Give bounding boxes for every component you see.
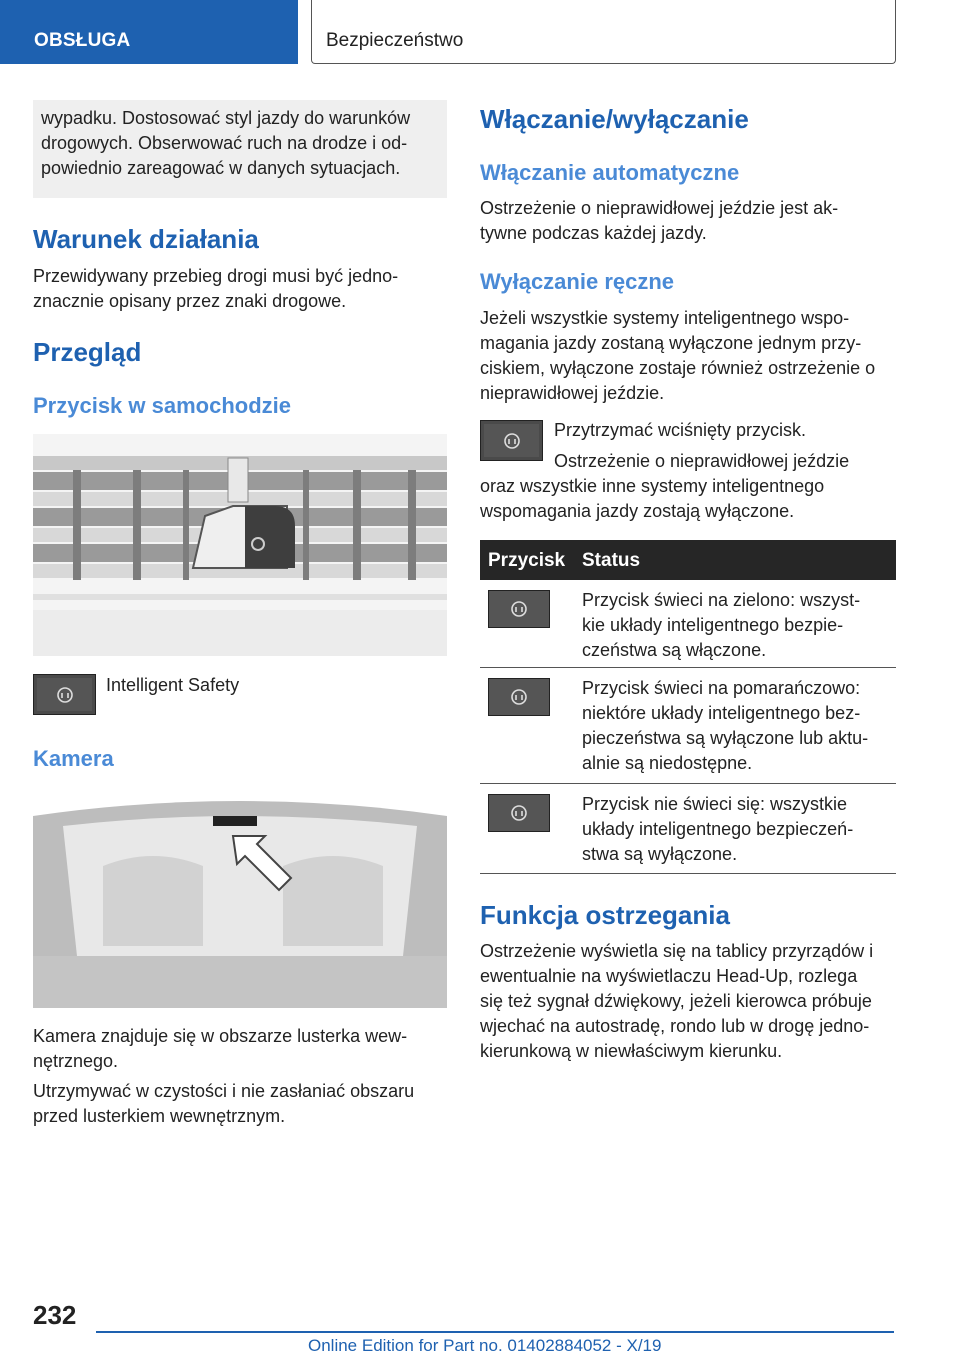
auto-paragraph — [480, 196, 896, 246]
chapter-title: Bezpieczeństwo — [326, 30, 464, 51]
page-number: 232 — [33, 1300, 77, 1330]
warning-function-paragraph — [480, 939, 896, 1064]
button-green-state — [488, 590, 550, 628]
col-button: Przycisk — [488, 550, 566, 571]
text-line: ewentualnie na wyświetlaczu Head-Up, rozlega — [480, 966, 858, 986]
warning-box — [33, 100, 447, 198]
intelligent-safety-button — [480, 420, 543, 461]
text-line: Jeżeli wszystkie systemy inteligentnego wspo- — [480, 308, 850, 328]
text-line: ciskiem, wyłączone zostaje również ostrzeżenie o — [480, 358, 876, 378]
text-line: niektóre układy inteligentnego bez- — [582, 703, 861, 723]
camera-photo — [33, 786, 447, 1008]
table-row — [480, 668, 896, 784]
text-line: się też sygnał dźwiękowy, jeżeli kierowca próbuje — [480, 991, 872, 1011]
heading-camera: Kamera — [33, 746, 114, 771]
text-line: Kamera znajduje się w obszarze lusterka wew- — [33, 1026, 408, 1046]
text-line: przed lusterkiem wewnętrznym. — [33, 1106, 286, 1126]
heading-onoff: Włączanie/wyłączanie — [480, 104, 749, 134]
text-line: tywne podczas każdej jazdy. — [480, 223, 707, 243]
status-text — [582, 792, 896, 867]
result-first-line: Ostrzeżenie o nieprawidłowej jeździe — [554, 451, 850, 471]
text-line: Przycisk świeci na zielono: wszyst- — [582, 590, 861, 610]
grille-photo — [33, 434, 447, 656]
text-line: kie układy inteligentnego bezpie- — [582, 615, 844, 635]
text-line: układy inteligentnego bezpieczeń- — [582, 819, 854, 839]
text-line: Ostrzeżenie o nieprawidłowej jeździe jest ak- — [480, 198, 839, 218]
text-line: wspomagania jazdy zostają wyłączone. — [480, 501, 795, 521]
warning-line: drogowych. Obserwować ruch na drodze i od- — [41, 133, 408, 153]
text-line: Przycisk świeci na pomarańczowo: — [582, 678, 861, 698]
text-line: znacznie opisany przez znaki drogowe. — [33, 291, 347, 311]
chapter-header — [311, 0, 896, 64]
intelligent-safety-button — [33, 674, 96, 715]
text-line: stwa są wyłączone. — [582, 844, 738, 864]
button-orange-state — [488, 678, 550, 716]
text-line: Utrzymywać w czystości i nie zasłaniać obszaru — [33, 1081, 415, 1101]
text-line: alnie są niedostępne. — [582, 753, 753, 773]
heading-button: Przycisk w samochodzie — [33, 393, 291, 418]
section-title: OBSŁUGA — [34, 30, 131, 51]
manual-paragraph — [480, 306, 896, 406]
text-line: Przycisk nie świeci się: wszystkie — [582, 794, 848, 814]
footer-divider — [96, 1331, 894, 1333]
table-row — [480, 580, 896, 668]
text-line: Ostrzeżenie wyświetla się na tablicy przyrządów i — [480, 941, 874, 961]
result-paragraph — [480, 474, 896, 524]
press-instruction: Przytrzymać wciśnięty przycisk. — [554, 420, 807, 440]
status-text — [582, 588, 896, 663]
text-line: oraz wszystkie inne systemy inteligentnego — [480, 476, 825, 496]
text-line: wjechać na autostradę, rondo lub w drogę jedno- — [480, 1016, 870, 1036]
heading-warning-function: Funkcja ostrzegania — [480, 900, 730, 930]
intelligent-safety-icon — [56, 686, 74, 704]
condition-paragraph — [33, 264, 447, 314]
text-line: kierunkową w niewłaściwym kierunku. — [480, 1041, 783, 1061]
text-line: nętrznego. — [33, 1051, 119, 1071]
button-off-state — [488, 794, 550, 832]
text-line: czeństwa są włączone. — [582, 640, 767, 660]
button-caption: Intelligent Safety — [106, 675, 240, 695]
intelligent-safety-icon — [503, 432, 521, 450]
intelligent-safety-icon — [510, 688, 528, 706]
heading-manual: Wyłączanie ręczne — [480, 269, 675, 294]
warning-line: powiednio zareagować w danych sytuacjach. — [41, 158, 401, 178]
intelligent-safety-icon — [510, 804, 528, 822]
intelligent-safety-icon — [510, 600, 528, 618]
text-line: magania jazdy zostaną wyłączone jednym przy- — [480, 333, 862, 353]
table-row — [480, 784, 896, 874]
heading-condition: Warunek działania — [33, 224, 259, 254]
status-table-header — [480, 540, 896, 580]
col-status: Status — [582, 550, 641, 571]
text-line: Przewidywany przebieg drogi musi być jedno- — [33, 266, 399, 286]
camera-paragraph — [33, 1024, 447, 1074]
edition-note: Online Edition for Part no. 01402884052 - X/19 — [308, 1336, 662, 1355]
status-text — [582, 676, 896, 776]
text-line: nieprawidłowej jeździe. — [480, 383, 665, 403]
section-tab — [0, 0, 298, 64]
camera-paragraph-2 — [33, 1079, 447, 1129]
heading-auto: Włączanie automatyczne — [480, 160, 740, 185]
warning-line: wypadku. Dostosować styl jazdy do warunków — [41, 108, 411, 128]
heading-overview: Przegląd — [33, 337, 142, 367]
text-line: pieczeństwa są wyłączone lub aktu- — [582, 728, 869, 748]
